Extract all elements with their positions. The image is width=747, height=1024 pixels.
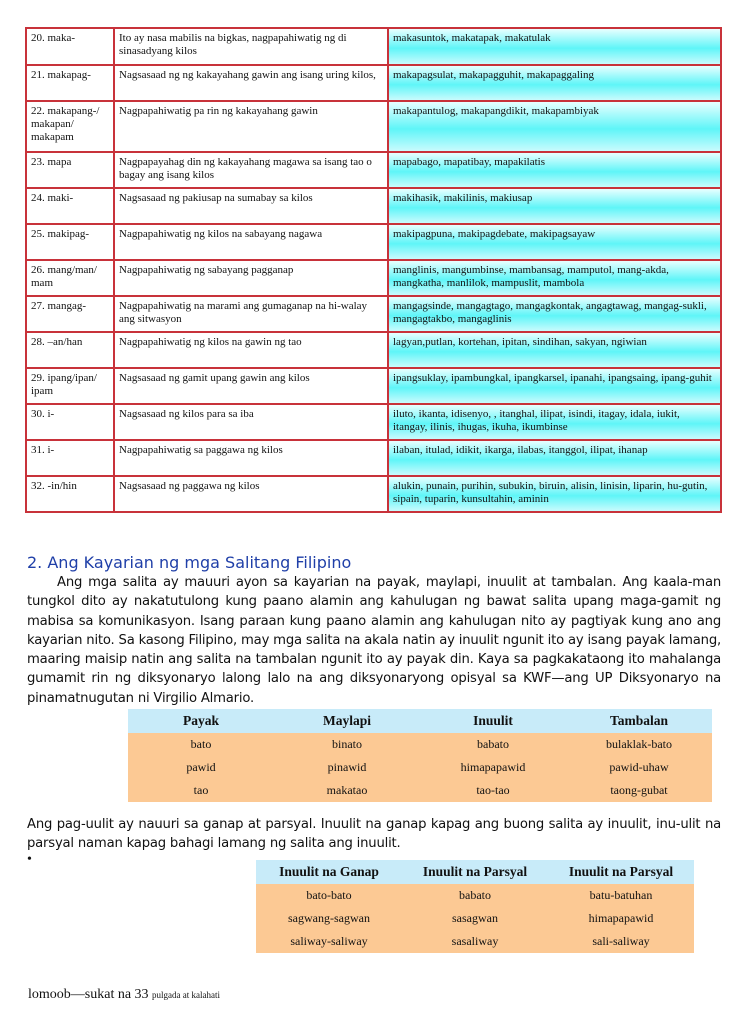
cell: binato bbox=[274, 733, 420, 756]
examples-cell: makihasik, makilinis, makiusap bbox=[388, 188, 721, 224]
header-tambalan: Tambalan bbox=[566, 709, 712, 733]
footer-main: lomoob—sukat na 33 bbox=[28, 987, 153, 1002]
meaning-cell: Nagpapayahag din ng kakayahang magawa sa isang tao o bagay ang isang kilos bbox=[114, 152, 388, 188]
table-row bbox=[256, 884, 694, 907]
table-row bbox=[128, 779, 712, 802]
meaning-cell: Nagpapahiwatig ng sabayang pagganap bbox=[114, 260, 388, 296]
affix-cell: 32. -in/hin bbox=[26, 476, 114, 512]
meaning-cell: Nagsasaad ng ng kakayahang gawin ang isang uring kilos, bbox=[114, 65, 388, 101]
cell: babato bbox=[420, 733, 566, 756]
cell: pawid-uhaw bbox=[566, 756, 712, 779]
cell: saliway-saliway bbox=[256, 930, 402, 953]
table-row bbox=[26, 404, 721, 440]
table-row bbox=[26, 65, 721, 101]
meaning-cell: Nagpapahiwatig na marami ang gumaganap na hi-walay ang sitwasyon bbox=[114, 296, 388, 332]
table-row bbox=[26, 101, 721, 152]
affix-cell: 26. mang/man/ mam bbox=[26, 260, 114, 296]
affix-cell: 28. –an/han bbox=[26, 332, 114, 368]
cell: bato bbox=[128, 733, 274, 756]
cell: makatao bbox=[274, 779, 420, 802]
cell: himapapawid bbox=[420, 756, 566, 779]
table-row bbox=[26, 440, 721, 476]
examples-cell: makapagsulat, makapagguhit, makapaggaling bbox=[388, 65, 721, 101]
meaning-cell: Nagsasaad ng pakiusap na sumabay sa kilos bbox=[114, 188, 388, 224]
affix-cell: 29. ipang/ipan/ ipam bbox=[26, 368, 114, 404]
meaning-cell: Nagpapahiwatig pa rin ng kakayahang gawin bbox=[114, 101, 388, 152]
table-row bbox=[26, 152, 721, 188]
header-ganap: Inuulit na Ganap bbox=[256, 860, 402, 884]
cell: bulaklak-bato bbox=[566, 733, 712, 756]
cell: himapapawid bbox=[548, 907, 694, 930]
table-row bbox=[26, 260, 721, 296]
cell: batu-batuhan bbox=[548, 884, 694, 907]
table-row bbox=[26, 28, 721, 65]
examples-cell: makipagpuna, makipagdebate, makipagsayaw bbox=[388, 224, 721, 260]
affix-cell: 23. mapa bbox=[26, 152, 114, 188]
affix-cell: 20. maka- bbox=[26, 28, 114, 65]
cell: sagwang-sagwan bbox=[256, 907, 402, 930]
affix-cell: 31. i- bbox=[26, 440, 114, 476]
header-inuulit: Inuulit bbox=[420, 709, 566, 733]
bullet-point: • bbox=[27, 852, 32, 867]
cell: sasaliway bbox=[402, 930, 548, 953]
affix-cell: 27. mangag- bbox=[26, 296, 114, 332]
cell: tao-tao bbox=[420, 779, 566, 802]
affix-cell: 25. makipag- bbox=[26, 224, 114, 260]
examples-cell: iluto, ikanta, idisenyo, , itanghal, ilipat, isindi, itagay, idala, iukit, itangay, ilinis, ihugas, ikuha, ikumbinse bbox=[388, 404, 721, 440]
cell: sasagwan bbox=[402, 907, 548, 930]
section-title: 2. Ang Kayarian ng mga Salitang Filipino bbox=[27, 553, 352, 572]
meaning-cell: Ito ay nasa mabilis na bigkas, nagpapahiwatig ng di sinasadyang kilos bbox=[114, 28, 388, 65]
table-row bbox=[26, 476, 721, 512]
table-row bbox=[26, 188, 721, 224]
intro-paragraph: Ang mga salita ay mauuri ayon sa kayarian na payak, maylapi, inuulit at tambalan. Ang kaala-man tungkol dito ay nakatutulong kung paano alamin ang kahulugan ng bawat salita upang maga-gamit ng mabisa sa komunikasyon. Isang paraan kung paano alamin ang kahulugan nito ay pagtiyak kung ano ang kayarian nito. Sa kasong Filipino, may mga salita na akala natin ay inuulit ngunit ito ay isang payak lamang, maaring maisip natin ang salita na tambalan ngunit ito ay payak din. Kaya sa pagkakataong ito mahalanga gumamit rin ng diksyonaryo lalong lalo na ang diksyonaryong opisyal sa KWF—ang UP Diksyonaryo na pinamatnugutan ni Virgilio Almario. bbox=[27, 575, 721, 706]
table-row bbox=[26, 368, 721, 404]
header-maylapi: Maylapi bbox=[274, 709, 420, 733]
cell: babato bbox=[402, 884, 548, 907]
examples-cell: lagyan,putlan, kortehan, ipitan, sindihan, sakyan, ngiwian bbox=[388, 332, 721, 368]
table-row bbox=[256, 930, 694, 953]
examples-cell: manglinis, mangumbinse, mambansag, mamputol, mang-akda, mangkatha, manlilok, mampuslit, mambola bbox=[388, 260, 721, 296]
word-structure-table bbox=[128, 709, 712, 802]
meaning-cell: Nagpapahiwatig ng kilos na sabayang nagawa bbox=[114, 224, 388, 260]
page-footer bbox=[28, 987, 220, 1003]
examples-cell: mangagsinde, mangagtago, mangagkontak, angagtawag, mangag-sukli, mangagtakbo, mangaglinis bbox=[388, 296, 721, 332]
examples-cell: makapantulog, makapangdikit, makapambiyak bbox=[388, 101, 721, 152]
table-row bbox=[26, 224, 721, 260]
meaning-cell: Nagpapahiwatig sa paggawa ng kilos bbox=[114, 440, 388, 476]
cell: tao bbox=[128, 779, 274, 802]
affix-cell: 22. makapang-/ makapan/ makapam bbox=[26, 101, 114, 152]
examples-cell: makasuntok, makatapak, makatulak bbox=[388, 28, 721, 65]
table-row bbox=[128, 733, 712, 756]
affix-cell: 30. i- bbox=[26, 404, 114, 440]
meaning-cell: Nagsasaad ng gamit upang gawin ang kilos bbox=[114, 368, 388, 404]
cell: pawid bbox=[128, 756, 274, 779]
footer-small: pulgada at kalahati bbox=[152, 990, 221, 1000]
table-row bbox=[128, 756, 712, 779]
table-row bbox=[256, 907, 694, 930]
affix-cell: 21. makapag- bbox=[26, 65, 114, 101]
header-parsyal: Inuulit na Parsyal bbox=[402, 860, 548, 884]
header-parsyal-2: Inuulit na Parsyal bbox=[548, 860, 694, 884]
meaning-cell: Nagsasaad ng kilos para sa iba bbox=[114, 404, 388, 440]
table-row bbox=[26, 296, 721, 332]
meaning-cell: Nagsasaad ng paggawa ng kilos bbox=[114, 476, 388, 512]
cell: pinawid bbox=[274, 756, 420, 779]
header-payak: Payak bbox=[128, 709, 274, 733]
examples-cell: ipangsuklay, ipambungkal, ipangkarsel, ipanahi, ipangsaing, ipang-guhit bbox=[388, 368, 721, 404]
cell: taong-gubat bbox=[566, 779, 712, 802]
examples-cell: mapabago, mapatibay, mapakilatis bbox=[388, 152, 721, 188]
examples-cell: alukin, punain, purihin, subukin, biruin, alisin, linisin, liparin, hu-gutin, sipain, tuparin, kunsultahin, aminin bbox=[388, 476, 721, 512]
repetition-table bbox=[256, 860, 694, 953]
table-row bbox=[26, 332, 721, 368]
repetition-paragraph: Ang pag-uulit ay nauuri sa ganap at parsyal. Inuulit na ganap kapag ang buong salita ay inuulit, inu-ulit na parsyal naman kapag bahagi lamang ng salita ang inuulit. bbox=[27, 817, 721, 852]
cell: sali-saliway bbox=[548, 930, 694, 953]
meaning-cell: Nagpapahiwatig ng kilos na gawin ng tao bbox=[114, 332, 388, 368]
affix-table bbox=[25, 27, 722, 513]
cell: bato-bato bbox=[256, 884, 402, 907]
affix-cell: 24. maki- bbox=[26, 188, 114, 224]
examples-cell: ilaban, itulad, idikit, ikarga, ilabas, itanggol, ilipat, ihanap bbox=[388, 440, 721, 476]
